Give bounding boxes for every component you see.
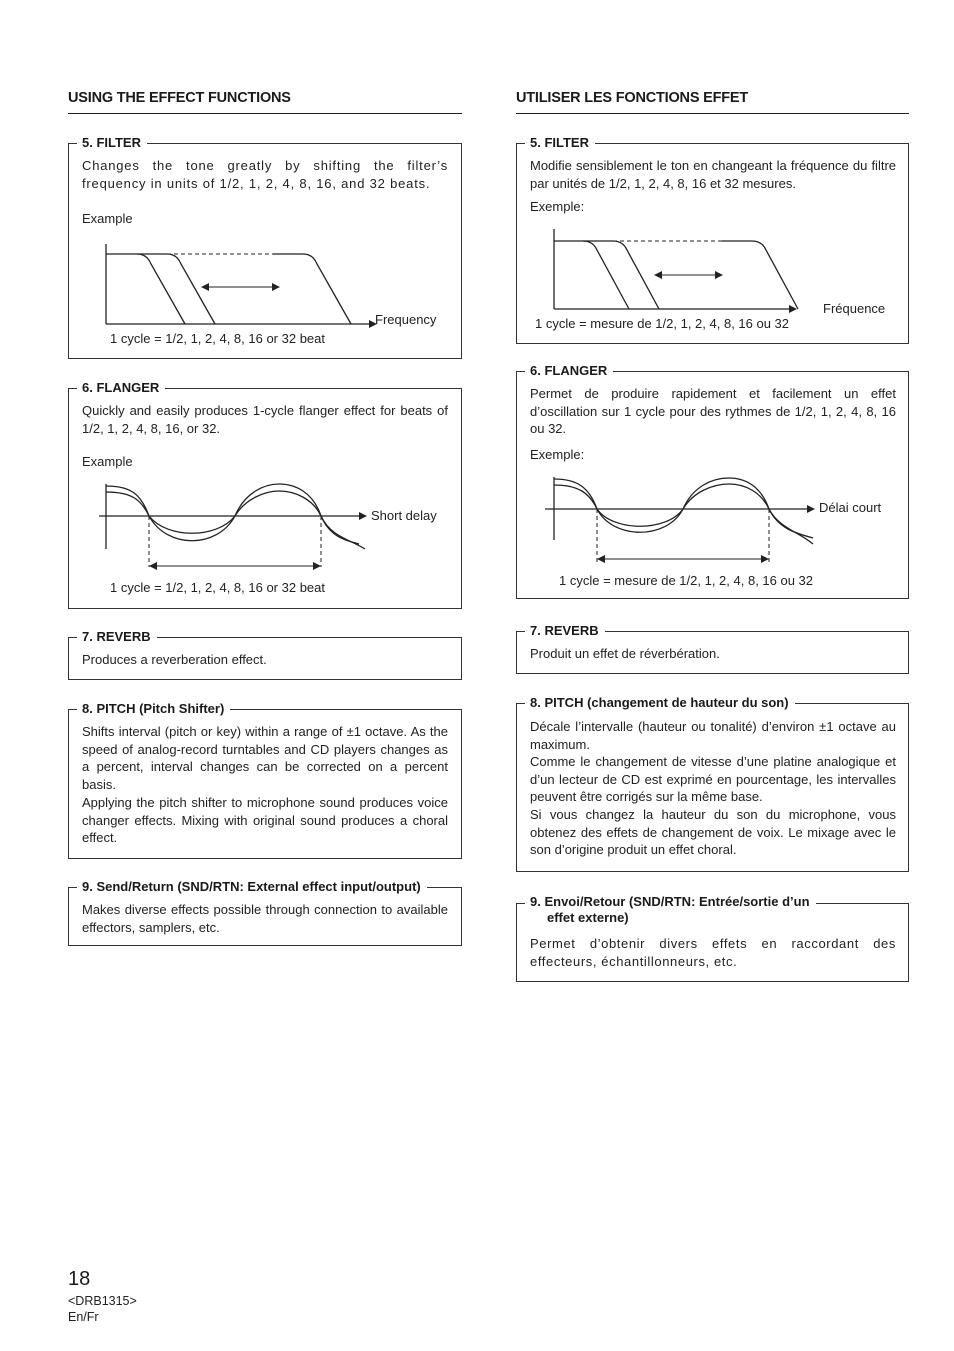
en-flanger-diagram	[69, 389, 463, 610]
en-sndrtn-text: Makes diverse effects possible through connection to available effectors, samplers, etc.	[82, 902, 448, 935]
fr-pitch-text2: Comme le changement de vitesse d’une platine analogique et d’un lecteur de CD est exprimé en pourcentage, les intervalles peuvent être corrigés sur la même base.	[530, 754, 896, 805]
en-filter-diagram	[69, 144, 463, 360]
fr-flanger-diagram	[517, 372, 910, 600]
english-heading-rule	[68, 113, 462, 114]
en-reverb-text: Produces a reverberation effect.	[82, 652, 267, 667]
fr-sndrtn-title	[525, 894, 816, 926]
en-sndrtn-title: 9. Send/Return (SND/RTN: External effect input/output)	[77, 879, 427, 895]
fr-filter-example-label: Exemple:	[530, 199, 585, 214]
fr-flanger-axis-label: Délai court	[819, 500, 882, 515]
en-filter-cycle-label: 1 cycle = 1/2, 1, 2, 4, 8, 16 or 32 beat	[110, 331, 326, 346]
en-filter-title: 5. FILTER	[77, 135, 147, 151]
fr-flanger-box	[516, 363, 909, 599]
french-heading: UTILISER LES FONCTIONS EFFET	[516, 90, 749, 106]
fr-filter-cycle-label: 1 cycle = mesure de 1/2, 1, 2, 4, 8, 16 ou 32	[535, 316, 790, 331]
language-code: En/Fr	[68, 1310, 99, 1324]
fr-filter-box	[516, 135, 909, 344]
fr-flanger-example-label: Exemple:	[530, 447, 585, 462]
fr-flanger-title: 6. FLANGER	[525, 363, 613, 379]
en-pitch-title: 8. PITCH (Pitch Shifter)	[77, 701, 230, 717]
en-flanger-cycle-label: 1 cycle = 1/2, 1, 2, 4, 8, 16 or 32 beat	[110, 580, 326, 595]
en-reverb-title: 7. REVERB	[77, 629, 157, 645]
en-filter-box	[68, 135, 462, 359]
fr-reverb-text: Produit un effet de réverbération.	[530, 646, 720, 661]
fr-sndrtn-box	[516, 894, 909, 982]
fr-filter-title: 5. FILTER	[525, 135, 595, 151]
french-heading-rule	[516, 113, 909, 114]
fr-flanger-cycle-label: 1 cycle = mesure de 1/2, 1, 2, 4, 8, 16 ou 32	[559, 573, 814, 588]
en-filter-text: Changes the tone greatly by shifting the filter’s frequency in units of 1/2, 1, 2, 4, 8, 16, and 32 beats.	[82, 158, 448, 191]
fr-pitch-text3: Si vous changez la hauteur du son du microphone, vous obtenez des effets de changement de voix. Le mixage avec le son d’origine produit un effet choral.	[530, 807, 896, 858]
english-heading: USING THE EFFECT FUNCTIONS	[68, 90, 291, 106]
fr-sndrtn-title-line1: 9. Envoi/Retour (SND/RTN: Entrée/sortie d’un	[530, 894, 810, 909]
en-pitch-text: Shifts interval (pitch or key) within a range of ±1 octave. As the speed of analog-record turntables and CD players changes as a percent, interval changes can be corrected on a percent basis.	[82, 724, 448, 793]
en-filter-example-label: Example	[82, 211, 133, 226]
en-pitch-text2: Applying the pitch shifter to microphone sound produces voice changer effects. Mixing with original sound produces a choral effect.	[82, 795, 448, 846]
en-flanger-title: 6. FLANGER	[77, 380, 165, 396]
fr-reverb-box	[516, 623, 909, 674]
fr-pitch-box	[516, 695, 909, 872]
fr-reverb-title: 7. REVERB	[525, 623, 605, 639]
en-filter-axis-label: Frequency	[375, 312, 437, 327]
en-reverb-box	[68, 629, 462, 680]
fr-pitch-title: 8. PITCH (changement de hauteur du son)	[525, 695, 795, 711]
fr-filter-text: Modifie sensiblement le ton en changeant la fréquence du filtre par unités de 1/2, 1, 2, 4, 8, 16 et 32 mesures.	[530, 158, 896, 191]
en-sndrtn-box	[68, 879, 462, 946]
fr-sndrtn-title-line2: effet externe)	[547, 910, 629, 925]
fr-pitch-text: Décale l’intervalle (hauteur ou tonalité) d’environ ±1 octave au maximum.	[530, 719, 896, 752]
en-pitch-box	[68, 701, 462, 859]
fr-filter-axis-label: Fréquence	[823, 301, 886, 316]
en-flanger-text: Quickly and easily produces 1-cycle flanger effect for beats of 1/2, 1, 2, 4, 8, 16, or 32.	[82, 403, 448, 436]
page-number: 18	[68, 1268, 91, 1290]
fr-flanger-text: Permet de produire rapidement et facilement un effet d’oscillation sur 1 cycle pour des rythmes de 1/2, 1, 2, 4, 8, 16 ou 32.	[530, 386, 896, 437]
en-flanger-example-label: Example	[82, 454, 133, 469]
en-flanger-box	[68, 380, 462, 609]
fr-sndrtn-text: Permet d’obtenir divers effets en raccordant des effecteurs, échantillonneurs, etc.	[530, 936, 896, 969]
model-code: <DRB1315>	[68, 1294, 137, 1308]
en-flanger-axis-label: Short delay	[371, 508, 437, 523]
